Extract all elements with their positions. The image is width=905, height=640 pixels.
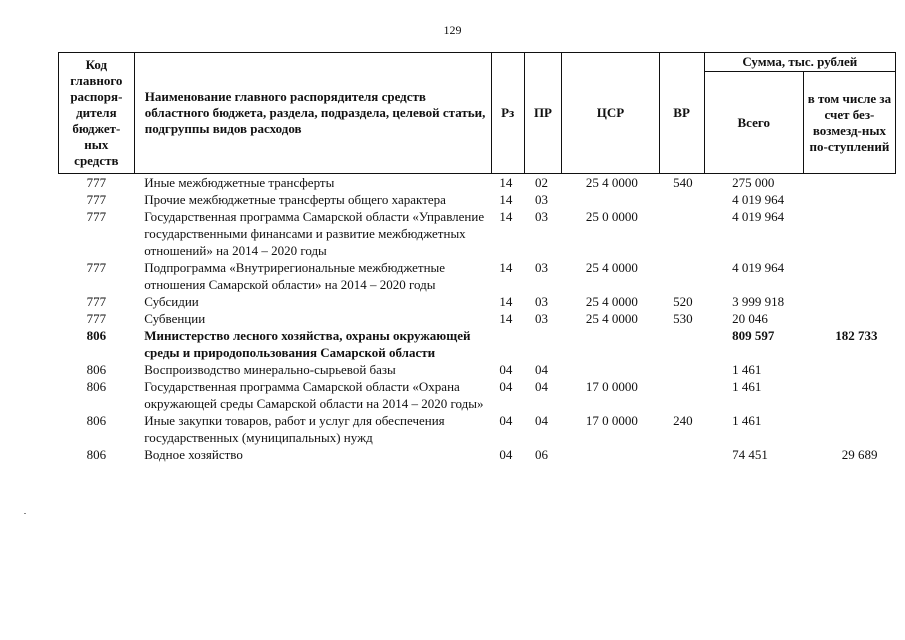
cell-total: 1 461 xyxy=(732,362,762,377)
cell-total: 1 461 xyxy=(732,379,762,394)
table-row xyxy=(59,378,896,412)
cell-pr: 04 xyxy=(535,379,549,394)
cell-rz: 14 xyxy=(499,311,513,326)
header-pr: ПР xyxy=(524,53,562,174)
header-code: Код главного распоря-дителя бюджет-ных средств xyxy=(59,53,135,174)
cell-code: 777 xyxy=(86,260,107,275)
header-free: в том числе за счет без-возмезд-ных по-ступлений xyxy=(803,72,895,174)
cell-name: Государственная программа Самарской области «Охрана окружающей среды Самарской области на 2014 – 2020 годы» xyxy=(144,379,484,411)
cell-pr xyxy=(524,327,562,361)
cell-code: 777 xyxy=(86,294,107,309)
cell-name: Подпрограмма «Внутрирегиональные межбюджетные отношения Самарской области» на 2014 – 2020 годы xyxy=(144,260,446,292)
table-row xyxy=(59,208,896,259)
cell-csr: 25 4 0000 xyxy=(585,311,638,326)
cell-free xyxy=(803,361,895,378)
cell-pr: 03 xyxy=(535,294,549,309)
cell-csr: 17 0 0000 xyxy=(585,379,638,394)
cell-name: Государственная программа Самарской области «Управление государственными финансами и развитие межбюджетных отношений» на 2014 – 2020 годы xyxy=(144,209,485,258)
cell-rz: 14 xyxy=(499,192,513,207)
cell-pr: 04 xyxy=(535,413,549,428)
cell-pr: 04 xyxy=(535,362,549,377)
table-header xyxy=(59,53,896,174)
cell-free xyxy=(803,412,895,446)
budget-table xyxy=(58,52,896,463)
cell-vr: 540 xyxy=(673,175,693,190)
cell-free xyxy=(803,208,895,259)
cell-name: Водное хозяйство xyxy=(144,447,243,462)
cell-pr: 03 xyxy=(535,209,549,224)
page-number: 129 xyxy=(443,23,462,37)
cell-csr: 25 4 0000 xyxy=(585,260,638,275)
table-row xyxy=(59,174,896,192)
cell-pr: 03 xyxy=(535,192,549,207)
cell-rz: 14 xyxy=(499,260,513,275)
cell-vr xyxy=(659,208,704,259)
cell-rz: 04 xyxy=(499,447,513,462)
cell-total: 4 019 964 xyxy=(732,260,785,275)
cell-rz: 14 xyxy=(499,209,513,224)
cell-csr: 25 0 0000 xyxy=(585,209,638,224)
table-body xyxy=(59,174,896,464)
header-rz: Рз xyxy=(491,53,524,174)
cell-vr xyxy=(659,446,704,463)
cell-name: Министерство лесного хозяйства, охраны окружающей среды и природопользования Самарской области xyxy=(144,328,471,360)
cell-vr: 520 xyxy=(673,294,693,309)
cell-name: Иные закупки товаров, работ и услуг для обеспечения государственных (муниципальных) нужд xyxy=(144,413,445,445)
cell-vr xyxy=(659,378,704,412)
cell-code: 777 xyxy=(86,175,107,190)
cell-name: Воспроизводство минерально-сырьевой базы xyxy=(144,362,396,377)
cell-total: 4 019 964 xyxy=(732,209,785,224)
cell-csr xyxy=(562,361,659,378)
cell-free xyxy=(803,174,895,192)
cell-csr xyxy=(562,327,659,361)
cell-code: 806 xyxy=(86,328,107,343)
header-name: Наименование главного распорядителя средств областного бюджета, раздела, подраздела, целевой статьи, подгруппы видов расходов xyxy=(134,53,491,174)
cell-rz xyxy=(491,327,524,361)
cell-rz: 04 xyxy=(499,379,513,394)
cell-rz: 04 xyxy=(499,362,513,377)
header-csr: ЦСР xyxy=(562,53,659,174)
cell-vr xyxy=(659,361,704,378)
table-row xyxy=(59,259,896,293)
cell-vr xyxy=(659,191,704,208)
cell-free xyxy=(803,378,895,412)
cell-total: 4 019 964 xyxy=(732,192,785,207)
header-total: Всего xyxy=(704,72,803,174)
cell-csr: 25 4 0000 xyxy=(585,294,638,309)
cell-code: 777 xyxy=(86,209,107,224)
cell-pr: 06 xyxy=(535,447,549,462)
cell-total: 20 046 xyxy=(732,311,768,326)
cell-code: 806 xyxy=(86,362,107,377)
cell-csr: 17 0 0000 xyxy=(585,413,638,428)
cell-free xyxy=(803,259,895,293)
cell-rz: 04 xyxy=(499,413,513,428)
table-row xyxy=(59,412,896,446)
cell-name: Субвенции xyxy=(144,311,206,326)
cell-code: 806 xyxy=(86,413,107,428)
table-row xyxy=(59,310,896,327)
cell-free xyxy=(803,293,895,310)
table-row xyxy=(59,327,896,361)
cell-csr xyxy=(562,446,659,463)
cell-pr: 03 xyxy=(535,311,549,326)
table-row xyxy=(59,361,896,378)
cell-free xyxy=(803,191,895,208)
cell-free: 182 733 xyxy=(835,328,878,343)
cell-vr xyxy=(659,259,704,293)
cell-code: 777 xyxy=(86,192,107,207)
scan-mark xyxy=(24,513,26,514)
cell-pr: 03 xyxy=(535,260,549,275)
cell-code: 777 xyxy=(86,311,107,326)
cell-rz: 14 xyxy=(499,294,513,309)
cell-name: Прочие межбюджетные трансферты общего характера xyxy=(144,192,446,207)
cell-name: Иные межбюджетные трансферты xyxy=(144,175,335,190)
cell-total: 275 000 xyxy=(732,175,775,190)
cell-vr: 530 xyxy=(673,311,693,326)
cell-name: Субсидии xyxy=(144,294,199,309)
cell-csr xyxy=(562,191,659,208)
cell-csr: 25 4 0000 xyxy=(585,175,638,190)
cell-vr: 240 xyxy=(673,413,693,428)
cell-code: 806 xyxy=(86,447,107,462)
table-row xyxy=(59,293,896,310)
header-vr: ВР xyxy=(659,53,704,174)
cell-total: 74 451 xyxy=(732,447,768,462)
cell-code: 806 xyxy=(86,379,107,394)
table-row xyxy=(59,191,896,208)
cell-vr xyxy=(659,327,704,361)
cell-total: 1 461 xyxy=(732,413,762,428)
cell-free xyxy=(803,310,895,327)
cell-rz: 14 xyxy=(499,175,513,190)
cell-total: 809 597 xyxy=(732,328,775,343)
cell-free: 29 689 xyxy=(841,447,878,462)
cell-total: 3 999 918 xyxy=(732,294,785,309)
header-sum: Сумма, тыс. рублей xyxy=(704,53,895,72)
cell-pr: 02 xyxy=(535,175,549,190)
table-row xyxy=(59,446,896,463)
